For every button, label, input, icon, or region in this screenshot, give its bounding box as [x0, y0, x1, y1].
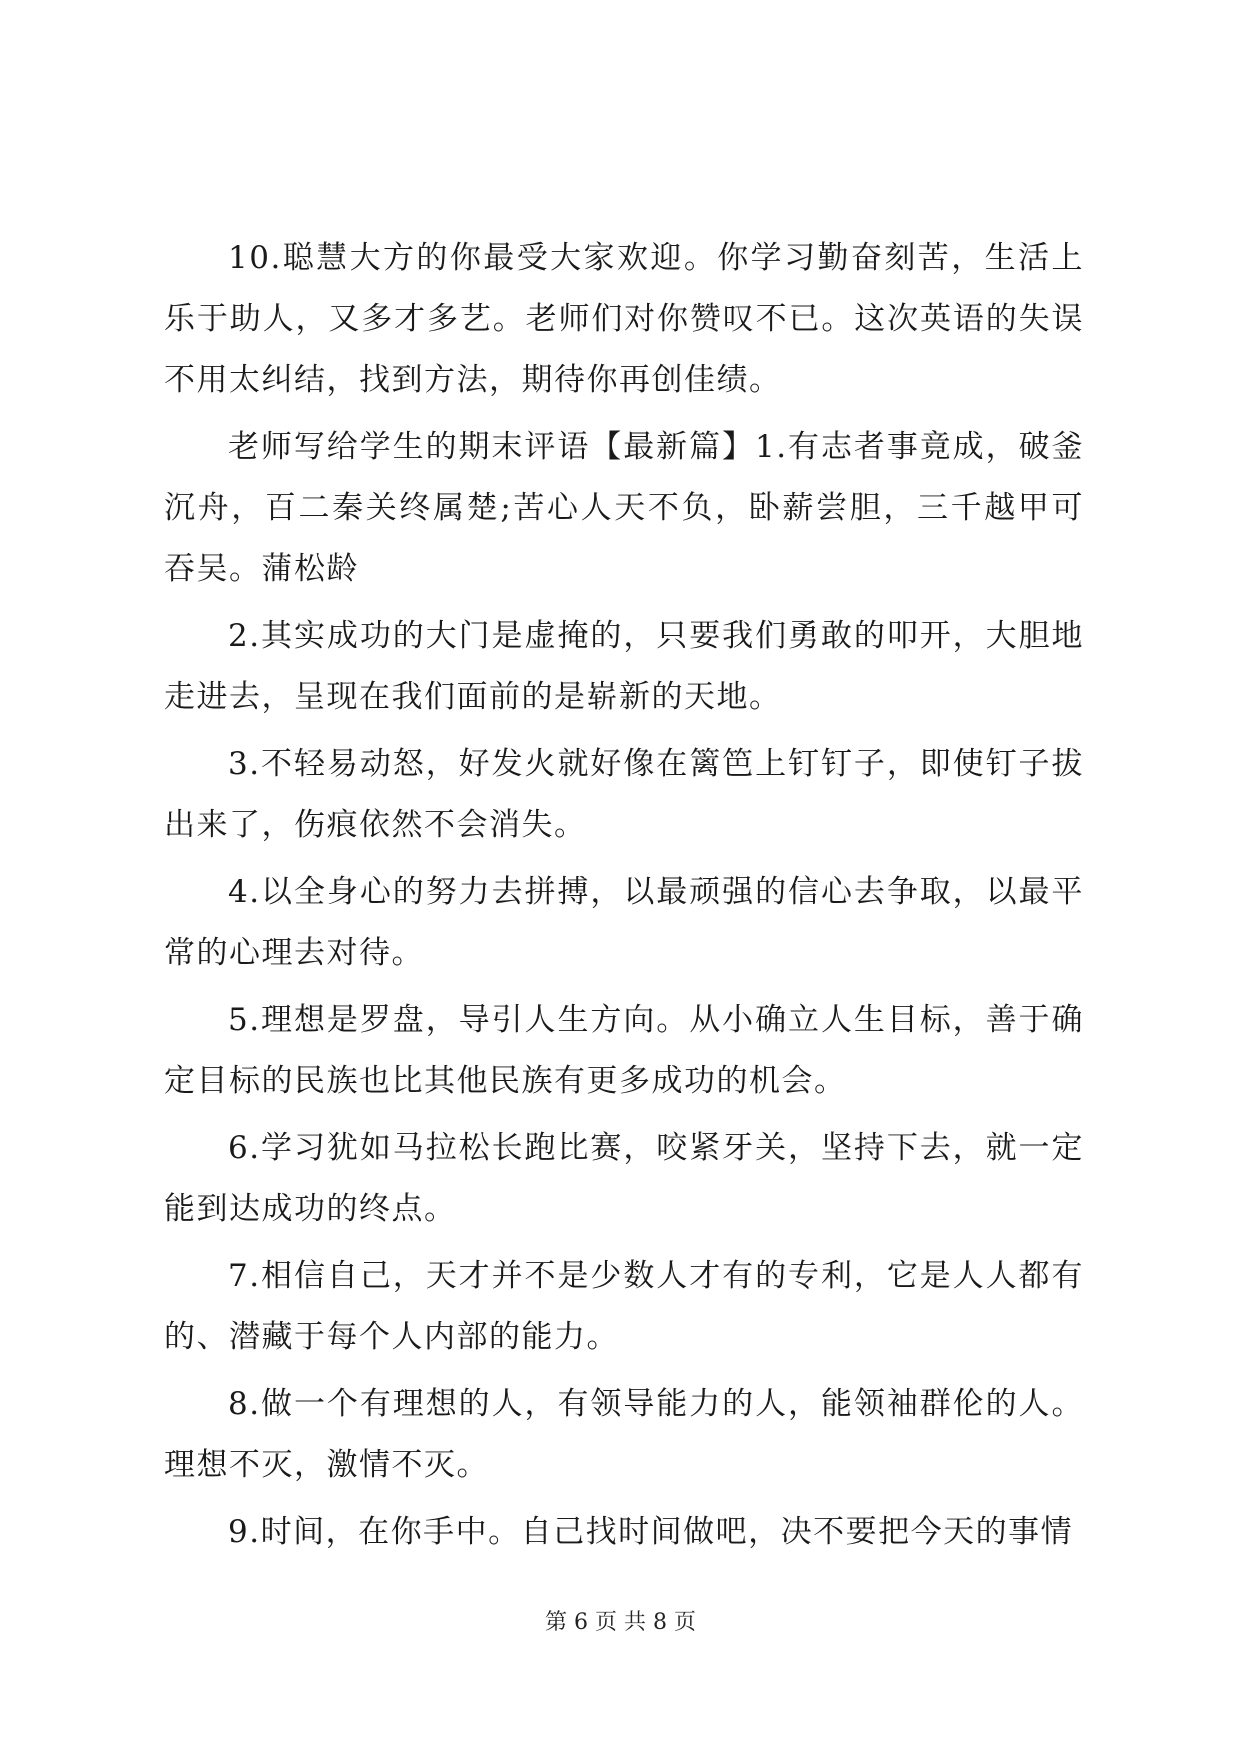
paragraph-1: 10.聪慧大方的你最受大家欢迎。你学习勤奋刻苦，生活上乐于助人，又多才多艺。老师们对你赞叹不已。这次英语的失误不用太纠结，找到方法，期待你再创佳绩。	[164, 240, 1084, 398]
paragraph-9: 8.做一个有理想的人，有领导能力的人，能领袖群伦的人。理想不灭，激情不灭。	[164, 1386, 1084, 1483]
paragraph-10: 9.时间，在你手中。自己找时间做吧，决不要把今天的事情	[228, 1514, 1074, 1550]
paragraph-7: 6.学习犹如马拉松长跑比赛，咬紧牙关，坚持下去，就一定能到达成功的终点。	[164, 1130, 1084, 1227]
paragraph-3: 2.其实成功的大门是虚掩的，只要我们勇敢的叩开，大胆地走进去，呈现在我们面前的是崭新的天地。	[164, 618, 1084, 715]
document-body	[164, 228, 1084, 1569]
paragraph-5: 4.以全身心的努力去拼搏，以最顽强的信心去争取，以最平常的心理去对待。	[164, 874, 1084, 971]
paragraph-4: 3.不轻易动怒，好发火就好像在篱笆上钉钉子，即使钉子拔出来了，伤痕依然不会消失。	[164, 746, 1084, 843]
paragraph-2: 老师写给学生的期末评语【最新篇】1.有志者事竟成，破釜沉舟，百二秦关终属楚;苦心人天不负，卧薪尝胆，三千越甲可吞吴。蒲松龄	[164, 429, 1084, 587]
paragraph-8: 7.相信自己，天才并不是少数人才有的专利，它是人人都有的、潜藏于每个人内部的能力。	[164, 1258, 1084, 1355]
page-number-footer: 第 6 页 共 8 页	[545, 1610, 696, 1635]
paragraph-6: 5.理想是罗盘，导引人生方向。从小确立人生目标，善于确定目标的民族也比其他民族有更多成功的机会。	[164, 1002, 1084, 1099]
